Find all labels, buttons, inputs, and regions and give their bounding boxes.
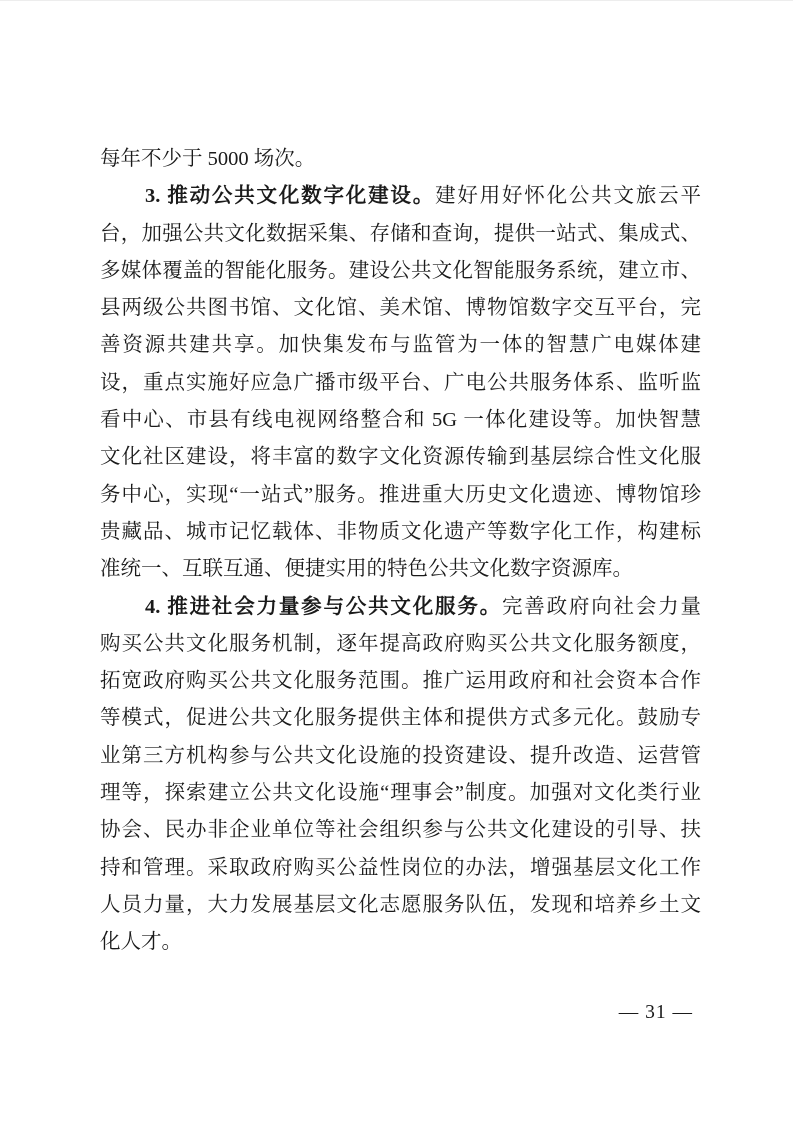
- text-run: 台，加强公共文化数据采集、存储和查询，提供一站式、集成式、: [100, 222, 701, 245]
- text-line: [100, 327, 701, 364]
- text-line: [100, 477, 701, 514]
- text-body: [100, 141, 701, 962]
- text-line: [100, 738, 701, 775]
- text-run: 人员力量，大力发展基层文化志愿服务队伍，发现和培养乡土文: [100, 893, 701, 916]
- paragraph-heading-line: [100, 589, 701, 626]
- text-line: [100, 216, 701, 253]
- text-line: [100, 812, 701, 849]
- text-run: 县两级公共图书馆、文化馆、美术馆、博物馆数字交互平台，完: [100, 297, 701, 320]
- text-line: [100, 924, 701, 961]
- text-line: [100, 850, 701, 887]
- text-line: [100, 887, 701, 924]
- text-run: 购买公共文化服务机制，逐年提高政府购买公共文化服务额度，: [100, 632, 701, 655]
- text-run: 善资源共建共享。加快集发布与监管为一体的智慧广电媒体建: [100, 334, 701, 357]
- text-line: [100, 290, 701, 327]
- text-run: 协会、民办非企业单位等社会组织参与公共文化建设的引导、扶: [100, 819, 701, 842]
- text-run: 贵藏品、城市记忆载体、非物质文化遗产等数字化工作，构建标: [100, 520, 701, 543]
- text-run: 建好用好怀化公共文旅云平: [435, 185, 701, 208]
- text-run: 设，重点实施好应急广播市级平台、广电公共服务体系、监听监: [100, 371, 701, 394]
- text-run: 拓宽政府购买公共文化服务范围。推广运用政府和社会资本合作: [100, 670, 701, 693]
- text-run: 化人才。: [100, 931, 182, 954]
- text-run: 业第三方机构参与公共文化设施的投资建设、提升改造、运营管: [100, 744, 701, 767]
- text-run: 文化社区建设，将丰富的数字文化资源传输到基层综合性文化服: [100, 446, 701, 469]
- text-line: [100, 663, 701, 700]
- text-line: [100, 775, 701, 812]
- heading-run: 4. 推进社会力量参与公共文化服务。: [145, 595, 502, 618]
- text-run: 准统一、互联互通、便捷实用的特色公共文化数字资源库。: [100, 558, 633, 581]
- text-line: [100, 439, 701, 476]
- text-line: [100, 700, 701, 737]
- text-line: [100, 626, 701, 663]
- text-run: 持和管理。采取政府购买公益性岗位的办法，增强基层文化工作: [100, 856, 701, 879]
- text-run: 理等，探索建立公共文化设施“理事会”制度。加强对文化类行业: [100, 782, 701, 805]
- text-line: [100, 551, 701, 588]
- text-run: 每年不少于 5000 场次。: [100, 148, 316, 170]
- text-run: 完善政府向社会力量: [502, 595, 701, 618]
- text-run: 看中心、市县有线电视网络整合和 5G 一体化建设等。加快智慧: [100, 409, 701, 432]
- text-line: [100, 365, 701, 402]
- text-run: 等模式，促进公共文化服务提供主体和提供方式多元化。鼓励专: [100, 707, 701, 730]
- text-line: [100, 253, 701, 290]
- text-line: [100, 402, 701, 439]
- text-line: [100, 141, 701, 178]
- text-line: [100, 514, 701, 551]
- page-number: — 31 —: [618, 1002, 693, 1023]
- heading-run: 3. 推动公共文化数字化建设。: [145, 185, 436, 208]
- text-run: 务中心，实现“一站式”服务。推进重大历史文化遗迹、博物馆珍: [100, 483, 701, 506]
- text-run: 多媒体覆盖的智能化服务。建设公共文化智能服务系统，建立市、: [100, 259, 701, 282]
- paragraph-heading-line: [100, 178, 701, 215]
